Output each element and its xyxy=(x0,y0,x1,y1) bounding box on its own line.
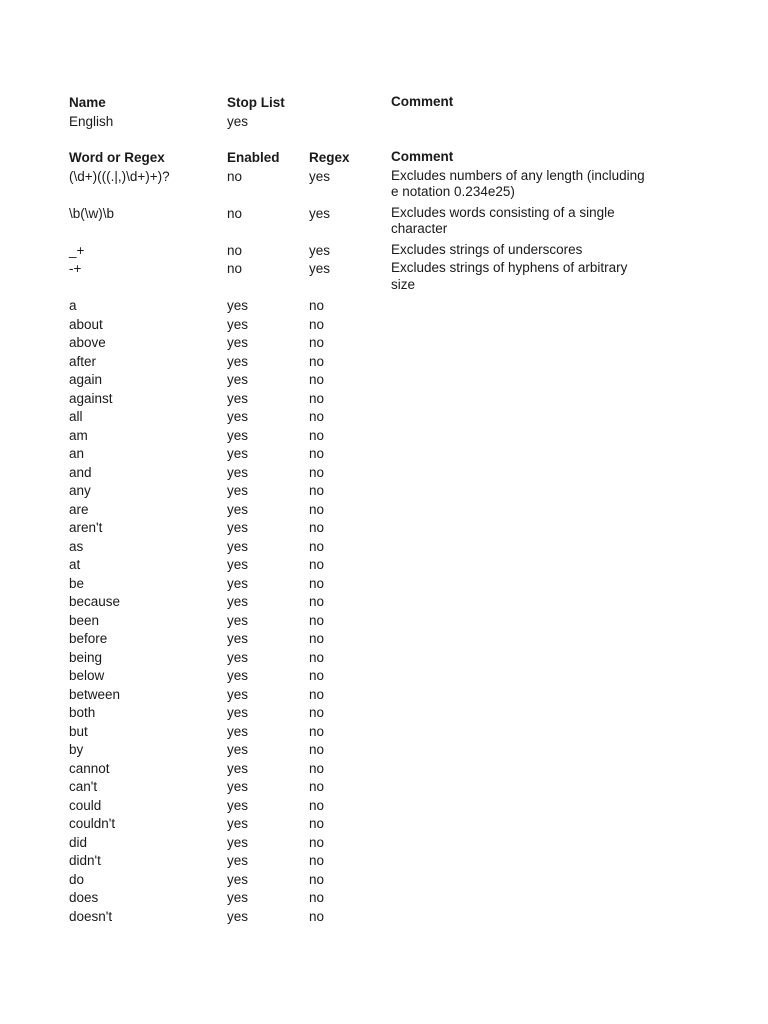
regex-cell: no xyxy=(309,816,325,831)
table-row xyxy=(69,445,689,464)
table-row xyxy=(69,427,689,446)
table-row xyxy=(69,593,689,612)
regex-cell: no xyxy=(309,427,325,443)
table-row xyxy=(69,168,689,205)
enabled-cell: yes xyxy=(227,501,249,517)
word-cell: a xyxy=(69,298,77,313)
regex-cell: yes xyxy=(309,261,331,276)
regex-cell: yes xyxy=(309,168,331,184)
regex-cell: no xyxy=(309,631,325,646)
enabled-cell: yes xyxy=(227,520,249,535)
regex-cell: no xyxy=(309,298,325,313)
word-cell: both xyxy=(69,705,96,720)
word-cell: did xyxy=(69,834,88,850)
regex-cell: no xyxy=(309,316,325,332)
word-cell: as xyxy=(69,538,84,554)
words-table-header-row xyxy=(69,149,689,168)
table-row xyxy=(69,501,689,520)
table-row xyxy=(69,704,689,723)
word-cell: and xyxy=(69,464,92,480)
word-cell: (\d+)(((.|,)\d+)+)? xyxy=(69,168,170,184)
word-cell: all xyxy=(69,409,83,424)
regex-cell: no xyxy=(309,853,325,868)
table-row xyxy=(69,852,689,871)
word-cell: am xyxy=(69,427,88,443)
enabled-cell: yes xyxy=(227,594,249,609)
table-row xyxy=(69,723,689,742)
enabled-cell: yes xyxy=(227,760,249,776)
stoplist-header-table xyxy=(69,94,689,131)
regex-cell: no xyxy=(309,760,325,776)
enabled-cell: yes xyxy=(227,890,249,905)
regex-cell: no xyxy=(309,742,325,757)
table-row xyxy=(69,242,689,261)
table-row xyxy=(69,575,689,594)
table-row xyxy=(69,741,689,760)
table-row xyxy=(69,630,689,649)
table-row xyxy=(69,371,689,390)
regex-cell: no xyxy=(309,501,325,517)
table-row xyxy=(69,316,689,335)
regex-cell: no xyxy=(309,705,325,720)
enabled-cell: yes xyxy=(227,575,249,591)
stoplist-column-header: Stop List xyxy=(227,95,285,110)
enabled-cell: yes xyxy=(227,686,249,702)
enabled-cell: no xyxy=(227,205,243,221)
comment-cell: Excludes numbers of any length (including e notation 0.234e25) xyxy=(391,167,645,199)
enabled-cell: yes xyxy=(227,353,249,369)
enabled-cell: yes xyxy=(227,612,249,628)
stop-words-table xyxy=(69,149,689,926)
regex-cell: no xyxy=(309,723,325,739)
comment-cell: Excludes strings of underscores xyxy=(391,241,583,257)
enabled-cell: yes xyxy=(227,668,249,683)
table-row xyxy=(69,353,689,372)
enabled-cell: yes xyxy=(227,557,249,572)
regex-cell: no xyxy=(309,575,325,591)
enabled-cell: yes xyxy=(227,797,249,813)
regex-cell: no xyxy=(309,557,325,572)
table-row xyxy=(69,778,689,797)
enabled-cell: yes xyxy=(227,871,249,887)
table-row xyxy=(69,612,689,631)
enabled-cell: yes xyxy=(227,631,249,646)
regex-cell: no xyxy=(309,594,325,609)
word-cell: been xyxy=(69,612,100,628)
enabled-cell: yes xyxy=(227,335,249,350)
stoplist-name-value: English xyxy=(69,113,114,129)
enabled-cell: yes xyxy=(227,834,249,850)
regex-cell: no xyxy=(309,668,325,683)
enabled-column-header: Enabled xyxy=(227,150,280,165)
word-cell: does xyxy=(69,890,99,905)
table-row xyxy=(69,408,689,427)
word-cell: can't xyxy=(69,779,98,794)
regex-cell: no xyxy=(309,335,325,350)
word-cell: but xyxy=(69,723,88,739)
regex-column-header: Regex xyxy=(309,150,350,165)
enabled-cell: no xyxy=(227,242,243,258)
regex-cell: no xyxy=(309,483,325,498)
regex-cell: no xyxy=(309,779,325,794)
word-cell: by xyxy=(69,742,84,757)
word-cell: any xyxy=(69,483,91,498)
regex-cell: no xyxy=(309,520,325,535)
table-row xyxy=(69,686,689,705)
regex-cell: no xyxy=(309,372,325,387)
enabled-cell: yes xyxy=(227,908,249,924)
enabled-cell: yes xyxy=(227,298,249,313)
table-row xyxy=(69,297,689,316)
table-row xyxy=(69,205,689,242)
table-row xyxy=(69,889,689,908)
enabled-cell: yes xyxy=(227,723,249,739)
word-cell: between xyxy=(69,686,121,702)
enabled-cell: yes xyxy=(227,853,249,868)
table-row xyxy=(69,538,689,557)
word-cell: aren't xyxy=(69,520,103,535)
table-row xyxy=(69,797,689,816)
table-row xyxy=(69,908,689,927)
regex-cell: no xyxy=(309,446,325,461)
enabled-cell: yes xyxy=(227,779,249,794)
word-cell: above xyxy=(69,335,106,350)
table-row xyxy=(69,482,689,501)
word-cell: against xyxy=(69,390,113,406)
regex-cell: yes xyxy=(309,242,331,258)
word-cell: doesn't xyxy=(69,908,113,924)
word-cell: an xyxy=(69,446,85,461)
word-cell: because xyxy=(69,594,121,609)
table-row xyxy=(69,760,689,779)
enabled-cell: yes xyxy=(227,742,249,757)
word-cell: cannot xyxy=(69,760,110,776)
stoplist-header-row xyxy=(69,94,689,113)
regex-cell: no xyxy=(309,908,325,924)
enabled-cell: yes xyxy=(227,372,249,387)
word-cell: \b(\w)\b xyxy=(69,205,115,221)
word-cell: being xyxy=(69,649,103,665)
enabled-cell: yes xyxy=(227,427,249,443)
comment-column-header: Comment xyxy=(391,149,454,164)
word-column-header: Word or Regex xyxy=(69,150,165,165)
word-cell: below xyxy=(69,668,105,683)
enabled-cell: yes xyxy=(227,649,249,665)
comment-column-header: Comment xyxy=(391,94,454,109)
table-row xyxy=(69,649,689,668)
word-cell: before xyxy=(69,631,108,646)
word-cell: _+ xyxy=(69,242,85,258)
word-cell: after xyxy=(69,353,97,369)
regex-cell: no xyxy=(309,871,325,887)
enabled-cell: yes xyxy=(227,446,249,461)
word-cell: didn't xyxy=(69,853,101,868)
table-row xyxy=(69,556,689,575)
enabled-cell: yes xyxy=(227,705,249,720)
table-row xyxy=(69,815,689,834)
enabled-cell: yes xyxy=(227,483,249,498)
word-cell: at xyxy=(69,557,81,572)
regex-cell: no xyxy=(309,649,325,665)
regex-cell: no xyxy=(309,834,325,850)
enabled-cell: yes xyxy=(227,390,249,406)
comment-cell: Excludes words consisting of a single character xyxy=(391,204,615,236)
enabled-cell: yes xyxy=(227,464,249,480)
enabled-cell: yes xyxy=(227,816,249,831)
table-row xyxy=(69,519,689,538)
regex-cell: yes xyxy=(309,205,331,221)
table-row xyxy=(69,667,689,686)
word-cell: do xyxy=(69,871,85,887)
enabled-cell: no xyxy=(227,168,243,184)
regex-cell: no xyxy=(309,538,325,554)
table-row xyxy=(69,464,689,483)
enabled-cell: yes xyxy=(227,538,249,554)
enabled-cell: yes xyxy=(227,409,249,424)
regex-cell: no xyxy=(309,353,325,369)
regex-cell: no xyxy=(309,686,325,702)
table-row xyxy=(69,260,689,297)
table-row xyxy=(69,390,689,409)
regex-cell: no xyxy=(309,797,325,813)
stoplist-enabled-value: yes xyxy=(227,113,249,129)
word-cell: again xyxy=(69,372,103,387)
word-cell: couldn't xyxy=(69,816,116,831)
word-cell: be xyxy=(69,575,85,591)
word-cell: could xyxy=(69,797,102,813)
stoplist-value-row xyxy=(69,113,689,132)
regex-cell: no xyxy=(309,409,325,424)
table-row xyxy=(69,871,689,890)
word-cell: are xyxy=(69,501,89,517)
regex-cell: no xyxy=(309,464,325,480)
regex-cell: no xyxy=(309,890,325,905)
word-cell: -+ xyxy=(69,261,82,276)
word-cell: about xyxy=(69,316,103,332)
table-row xyxy=(69,834,689,853)
name-column-header: Name xyxy=(69,95,106,110)
table-row xyxy=(69,334,689,353)
regex-cell: no xyxy=(309,390,325,406)
comment-cell: Excludes strings of hyphens of arbitrary size xyxy=(391,260,628,292)
enabled-cell: no xyxy=(227,261,243,276)
enabled-cell: yes xyxy=(227,316,249,332)
regex-cell: no xyxy=(309,612,325,628)
